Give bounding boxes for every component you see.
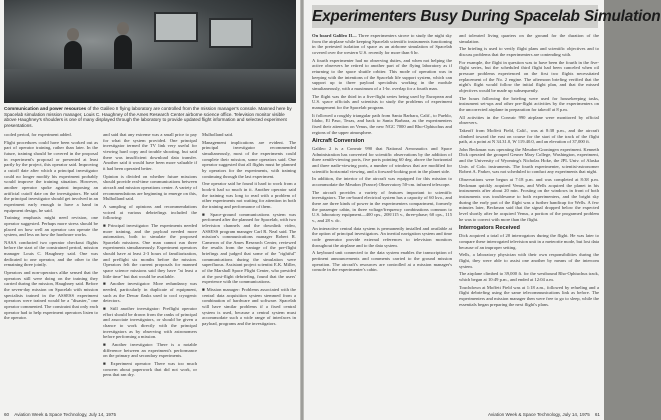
paragraph: ■ Space-ground communications system was performed after the planned for Spacelab, with two television channels and the downlink video, ASSESS program manager Carl R. Neal said. The mission's communications manager Robert R. Cameron of the Ames Research Center, reviewed the results from the vantage of the pre-flight briefings and judged that some of the "rightful" communications during the simulation were superfluous. Assistant project scientist E.K. Miller, of the Marshall Space Flight Center, who presided at the post-flight debriefing, found that the users' experience with the communications. [202,211,296,285]
dateline: On board Galileo II— [312,33,357,38]
right-page [304,0,661,420]
paragraph: The hours following the briefing were used for housekeeping tasks, instrument set-ups and other pre-flight activities by the experimenters on the uncorrected airplane in preparation for takeoff at 8 p.m. [459,95,599,112]
column-2 [103,132,197,412]
photo-mission-manager-console [4,0,296,103]
paragraph: NASA conducted two operator checkout flights before the start of the constrained period, mission manager Louis C. Haughney said. One was dedicated to one operator, and the other to the remaining three jointly. [4,239,98,268]
paragraph: A sampling of opinions and recommendations voiced at various debriefings included the following: [103,203,197,221]
paragraph: ■ Still another investigator: Preflight operator effort should be drawn from the ranks of principal and associate investigators, or should be given a chance to work directly with the principal investigators as by observing with astronomers before performing a mission. [103,306,197,340]
paragraph: One operator said he found it hard to work from a book-it had so much in it. Another operator said the training was long to read with a problem of other experiments not waiting for attention in both the training and performance of them. [202,181,296,209]
article-headline: Experimenters Busy During Spacelab Simulation [312,5,598,28]
paragraph: Touchdown at Moffett Field was at 1:18 a.m., followed by refueling and a flight debriefing using the same telecommunications link as before. The experimenters and mission manager then were free to go to sleep, while the essentials began preparing the next flight's plans. [459,284,599,307]
tv-monitor [209,18,253,48]
column-1 [312,33,452,411]
paragraph: and said that any extreme was a small price to pay for what the system provided. One principal investigator termed the TV link very useful for viewing hard copy and trouble shooting, but said there was insufficient download data transfer. Another said it would have been more valuable if it had been operated better. [103,132,197,171]
paragraph: Dick acquired a total of 20 interrogators during the flight. He was later to compare these interrogated television unit in a meteorite mode, but lost data because of an improper setting. [459,233,599,250]
paragraph: and tolerated living quarters on the ground for the duration of the simulation. [459,33,599,44]
paragraph: Training emphasis might need revision, one operator suggested. Perhaps more stress should be placed on how well an operator can operate the system, and less on how the hardware works. [4,215,98,238]
paragraph: ■ Another investigator: There is a notable difference between an experiment's performance on the primary and secondary experiments. [103,341,197,359]
column-2 [459,33,599,411]
paragraph: All activities in the Convair 990 airplane were monitored by official observers. [459,114,599,126]
paragraph: Observations were begun at 7:18 p.m. and was completed at 8:38 p.m. Beckman quickly acquired Venus, and Wells acquired the planet in his instruments after about 20 min. Frosting on the windows in front of both instruments was troublesome to both experimenters, and the bright sky during the early part of the flight was a further handicap for Wells. A few minutes later, Beckman said that the signal dropped below the expected level shortly after he acquired Venus, a portion of the programed problem he was to correct with more than the flight. [459,177,599,222]
paragraph: An interactive central data system is permanently installed and available at the option of principal investigators. An inertial navigation system and time code generator provide external references to television monitors throughout the airplane and to the data system. [312,225,452,248]
paragraph: John Beckman was operating the Meudon-Groningen experiment. Kenneth Dick operated the grouped Gesner Mary College, Washington, experiment, and the University of Wyoming's Nicholas Hoke, the JPL Univ. of Alaska Univ. of Colo. instruments. The fourth experimenter, scientist-astronomer Robert A. Parker, was not scheduled to conduct any experiments that night. [459,146,599,175]
paragraph: Takeoff from Moffett Field, Calif., was at 8:38 p.m., and the aircraft climbed toward the east on course for the start of the track of the flight path, at a point at N 34.31.0, W 119.40.0, and an elevation of 37,000 ft. [459,127,599,145]
paragraph: Operators and non-operators alike sensed that the operators still were doing on the training they carried during the mission, Haughney said. Before the seven-day mission on Spacelab with mission specialists trained in the ASSESS experiment operators were trained would be a "disaster," one operator commented. The constraint that only each operator had to help experiment operators listen to the operator. [4,270,98,321]
tv-monitor [154,12,198,42]
console-panel [4,69,296,103]
paragraph: ■ Principal investigator: The experiments needed more training, and the payload needed more automation, both to simulate the proposed Spacelab missions. One man cannot run three experiments simultaneously. Experiment operators should have at least 2-3 hours of familiarization, and preflight six months before the mission. Operators felt the current proposals for manned space science missions said they have "at least a little time" but that would be available. [103,222,197,279]
paragraph: ■ Another investigator: More redundancy was needed, particularly in duplicate of equipment, such as the Dewar flasks used to cool cryogenic detectors. [103,281,197,304]
column-3 [202,132,296,412]
paragraph: ■ Experiment operator: There was too much concern about paperwork that did not work, or pens that ran dry. [103,360,197,378]
caption-text: of the Galileo II flying laboratory are controlled from the mission manager's console. Manned here by Spacelab simulation mission manager, Louis C. Haughney of the Ames Research Center airborne science office. Television monitor visible above Haughney's shoulders is one of many displayed through the laboratory to provide updated flight information and selected experiment presentations. [4,106,292,128]
paragraph: The flight was the third in a five-flight series being used by European and U.S. space officials and scientists to study the problems of experiment management for the Spacelab program. [312,93,452,110]
page-number-left: 60 Aviation Week & Space Technology, July 14, 1975 [4,412,117,417]
paragraph: A keyboard unit connected to the data system enables the transcription of pertinent announcements and comments carried to the ground mission operation. The aircraft's resources are controlled at a mission manager's console in the experimenter's cabin. [312,250,452,273]
paragraph: Flight procedures could have been worked out as part of operator training, rather than later. In the future, training should be covered in the proposal in experiment's proposal or presented at least partly by the project, this operator said. Improving a cutoff date after which a principal investigator could no longer modify his experiment probably would improve the training situation. However, another operator spoke against imposing an artificial cutoff date on the investigators. He said the principal investigator should get involved in an experiment early enough to have a hand in equipment design, he said. [4,139,98,213]
lede-paragraph [312,33,452,56]
paragraph: ■ Mission manager: Problems associated with the central data acquisition system stemmed from a combination of hardware and software. Spacelab will have similar problems if a fixed central system is used, because a central system must accommodate such a wide range of interfaces in payload, programs and the investigators. [202,287,296,326]
photo-caption [4,106,296,128]
page-number-right: Aviation Week & Space Technology, July 14, 1975 61 [487,412,600,417]
paragraph: In addition, the interior of the aircraft was equipped for this mission to accommodate the Meudon (France) Observatory 50-cm. infrared telescope. [312,176,452,188]
paragraph: Galileo 2 is a Convair 990 that National Aeronautics and Space Administration has converted for scientific observations by the addition of three zenith-viewing ports, five ports pointing 60 deg. above the horizontal and three nadir-viewing ports, a number of windows that are modified for scientific horizontal viewing, and a forward-looking port in the planet side. [312,146,452,174]
paragraph: The briefing is used to verify flight plans and scientific objectives and to discuss problems that the experimenters are contending with. [459,46,599,57]
paragraph: The aircraft provides a variety of features important to scientific investigators. The on-board electrical system has a capacity of 60 kva., and there are three kinds of power in the experimenters compartment, formerly the passenger cabin, in three voltage/frequency combinations common to U.S. laboratory equipment—400 cps., 208/115 v., three-phase; 60 cps., 115 v., and 28 v. dc. [312,189,452,224]
lede-text: Three experimenters strove to study the night sky from the airplane while keeping Spacelab scientific instruments functioning in the pretested isolation of space as an airborne simulation of Spacelab covered over the western U.S. recently for more than 6 hr. [312,33,452,55]
paragraph: A fourth experimenter had no observing duties, and when not helping the active observers he retired to another part of the flying laboratory as if returning to the space shuttle orbiter. This mode of operation was in keeping with the intentions of the Spacelab life support system, which can support up to three payload specialists working in the module simultaneously, with a maximum of a 1-hr. overlap for a fourth man. [312,57,452,91]
paragraph: For example, the flight in question was to have been the fourth in the five-flight series, but the scheduled third flight had been canceled when oil pressure problems experienced on the first two flights necessitated replacement of the No. 2 engine. The afternoon briefing verified that the night's flight would follow the initial flight plan, and that the missed objectives would be made up subsequently. [459,59,599,93]
paragraph: It followed a roughly triangular path from Santa Barbara, Calif., to Pueblo, Idaho, El Paso, Texas, and back to Santa Barbara, as the experimenters fixed their attention on Venus, the new NGC 7000 and Rho-Ophiuchus and regions of the upper atmosphere. [312,112,452,135]
column-1 [4,132,98,412]
paragraph: Wells, a laboratory physician with their own responsibilities during the flight, they were able to assist one another by means of the intercom system. [459,252,599,269]
paragraph: Management implications are evident. The principal investigator recommended simultaneously, most of the experiments could complete their mission, some operators said. One operator suggested that all flights must be planned by operators for the experiments, with training continuing through the last experiment. [202,139,296,179]
paragraph: The airplane climbed to 39,000 ft. for the westbound Rho-Ophiuchus track, which began at 10:49 p.m., and ended at 12:04 a.m. [459,271,599,282]
section-subhead: Aircraft Conversion [312,138,365,145]
paragraph: cooled period, for experiment added. [4,132,72,137]
section-subhead: Interrogators Received [459,225,520,232]
paragraph: Opinion is divided on whether future missions should provide real-time communications between aircraft and mission operations center. A variety of recommendations are beginning to emerge on this, Mulholland said. [103,173,197,202]
right-columns [312,33,600,411]
left-page [0,0,300,420]
paragraph: Mulholland said. [202,132,234,137]
left-columns [4,132,296,412]
caption-lead: Communication and power resources [4,106,87,111]
